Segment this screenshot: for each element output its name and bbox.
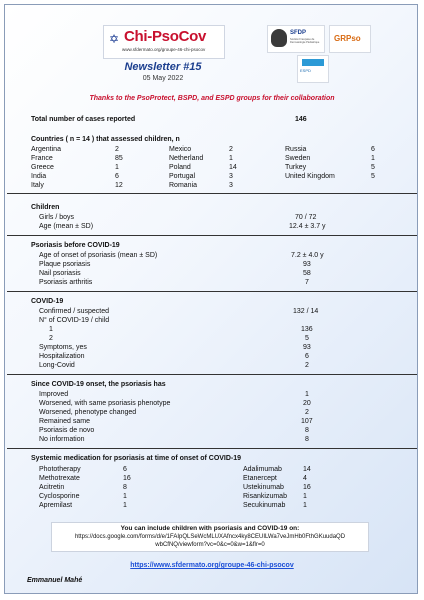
- country-name: Italy: [31, 182, 44, 189]
- drug-count: 16: [123, 475, 131, 482]
- section-divider: [7, 193, 417, 194]
- newsletter-date: 05 May 2022: [142, 75, 184, 82]
- row-label: Worsened, phenotype changed: [39, 409, 137, 416]
- logo-url: www.sfdermato.org/groupe-46-chi-psocov: [122, 47, 206, 52]
- country-name: Mexico: [169, 146, 192, 153]
- drug-name: Phototherapy: [39, 466, 81, 473]
- row-value: 8: [305, 427, 309, 434]
- row-label: Remained same: [39, 418, 90, 425]
- newsletter-title: Newsletter #15: [124, 61, 202, 73]
- section-divider: [7, 374, 417, 375]
- total-value: 146: [295, 116, 307, 123]
- country-name: Romania: [169, 182, 198, 189]
- row-label: Worsened, with same psoriasis phenotype: [39, 400, 171, 407]
- row-value: 20: [303, 400, 311, 407]
- country-count: 2: [115, 146, 119, 153]
- systemic-heading: Systemic medication for psoriasis at time of onset of COVID-19: [31, 455, 242, 462]
- drug-count: 14: [303, 466, 311, 473]
- drug-count: 1: [123, 502, 127, 509]
- country-count: 85: [115, 155, 123, 162]
- section-divider: [7, 291, 417, 292]
- inclusion-box: [51, 522, 369, 552]
- grpso-logo-text: GRPso: [334, 34, 361, 43]
- row-label: Improved: [39, 391, 69, 398]
- row-label: N° of COVID-19 / child: [39, 317, 110, 324]
- form-link[interactable]: https://docs.google.com/forms/d/e/1FAIpQLSeWcMLUXAfncx4ky8CEUILWa7veJmHb0FthGKuudaQD: [74, 534, 346, 540]
- children-heading: Children: [31, 204, 60, 211]
- drug-name: Secukinumab: [243, 502, 286, 509]
- drug-name: Adalimumab: [243, 466, 282, 473]
- portrait-icon: [271, 29, 287, 47]
- row-value: 6: [305, 353, 309, 360]
- chi-psocov-logo: [103, 25, 225, 59]
- country-name: Greece: [31, 164, 54, 171]
- drug-name: Methotrexate: [39, 475, 80, 482]
- section-divider: [7, 448, 417, 449]
- country-name: Russia: [285, 146, 307, 153]
- country-count: 5: [371, 173, 375, 180]
- drug-count: 1: [303, 493, 307, 500]
- row-value: 5: [305, 335, 309, 342]
- country-name: Netherland: [169, 155, 204, 162]
- psoriasis-before-heading: Psoriasis before COVID-19: [31, 242, 120, 249]
- row-label: 1: [49, 326, 53, 333]
- country-name: Portugal: [169, 173, 196, 180]
- newsletter-page: [4, 4, 418, 594]
- row-value: 136: [301, 326, 313, 333]
- row-label: No information: [39, 436, 85, 443]
- country-count: 5: [371, 164, 375, 171]
- drug-name: Risankizumab: [243, 493, 287, 500]
- country-count: 12: [115, 182, 123, 189]
- sfdp-logo: [267, 25, 325, 53]
- drug-count: 1: [123, 493, 127, 500]
- row-label: Confirmed / suspected: [39, 308, 110, 315]
- row-value: 70 / 72: [295, 214, 317, 221]
- drug-name: Cyclosporine: [39, 493, 80, 500]
- drug-name: Apremilast: [39, 502, 73, 509]
- website-link[interactable]: https://www.sfdermato.org/groupe-46-chi-psocov: [130, 562, 294, 569]
- row-label: 2: [49, 335, 53, 342]
- row-label: Psoriasis de novo: [39, 427, 95, 434]
- row-value: 7: [305, 279, 309, 286]
- drug-count: 8: [123, 484, 127, 491]
- country-name: United Kingdom: [285, 173, 335, 180]
- sfdp-logo-text: SFDP: [290, 30, 307, 36]
- country-count: 1: [371, 155, 375, 162]
- row-label: Nail psoriasis: [39, 270, 81, 277]
- row-value: 132 / 14: [293, 308, 319, 315]
- row-value: 58: [303, 270, 311, 277]
- row-label: Psoriasis arthritis: [39, 279, 93, 286]
- row-label: Hospitalization: [39, 353, 85, 360]
- row-label: Long-Covid: [39, 362, 75, 369]
- drug-name: Etanercept: [243, 475, 277, 482]
- author-name: Emmanuel Mahé: [27, 577, 83, 584]
- form-link-continued[interactable]: wbCfNQ/viewform?vc=0&c=0&w=1&flr=0: [155, 542, 265, 548]
- espd-badge-icon: [302, 59, 324, 66]
- country-count: 14: [229, 164, 237, 171]
- grpso-logo: [329, 25, 371, 53]
- row-label: Age (mean ± SD): [39, 223, 94, 230]
- country-count: 6: [371, 146, 375, 153]
- row-value: 2: [305, 362, 309, 369]
- drug-count: 16: [303, 484, 311, 491]
- row-label: Plaque psoriasis: [39, 261, 91, 268]
- country-count: 3: [229, 182, 233, 189]
- thanks-line: Thanks to the PsoProtect, BSPD, and ESPD groups for their collaboration: [89, 95, 335, 102]
- drug-count: 1: [303, 502, 307, 509]
- row-label: Girls / boys: [39, 214, 75, 221]
- total-label: Total number of cases reported: [31, 116, 136, 123]
- row-value: 8: [305, 436, 309, 443]
- country-name: Turkey: [285, 164, 307, 171]
- country-name: Poland: [169, 164, 191, 171]
- country-name: Argentina: [31, 146, 61, 153]
- row-value: 107: [301, 418, 313, 425]
- since-onset-heading: Since COVID-19 onset, the psoriasis has: [31, 381, 166, 388]
- espd-logo: [297, 55, 329, 83]
- country-count: 1: [229, 155, 233, 162]
- star-icon: ✡: [109, 32, 120, 46]
- row-value: 7.2 ± 4.0 y: [291, 252, 324, 259]
- country-count: 3: [229, 173, 233, 180]
- row-value: 12.4 ± 3.7 y: [289, 223, 326, 230]
- countries-heading: Countries ( n = 14 ) that assessed children, n: [31, 136, 180, 143]
- row-value: 2: [305, 409, 309, 416]
- row-label: Age of onset of psoriasis (mean ± SD): [39, 252, 158, 259]
- row-value: 93: [303, 344, 311, 351]
- row-value: 93: [303, 261, 311, 268]
- country-name: India: [31, 173, 47, 180]
- drug-count: 6: [123, 466, 127, 473]
- section-divider: [7, 235, 417, 236]
- inclusion-title: You can include children with psoriasis and COVID-19 on:: [120, 525, 300, 532]
- drug-name: Ustekinumab: [243, 484, 284, 491]
- country-name: Sweden: [285, 155, 311, 162]
- country-name: France: [31, 155, 53, 162]
- drug-name: Acitretin: [39, 484, 65, 491]
- sfdp-logo-subtitle: Société Française de Dermatologie Pédiatrique: [290, 38, 320, 44]
- covid-heading: COVID-19: [31, 298, 64, 305]
- row-label: Symptoms, yes: [39, 344, 87, 351]
- espd-logo-text: ESPD: [300, 68, 311, 73]
- country-count: 2: [229, 146, 233, 153]
- country-count: 1: [115, 164, 119, 171]
- drug-count: 4: [303, 475, 307, 482]
- row-value: 1: [305, 391, 309, 398]
- country-count: 6: [115, 173, 119, 180]
- logo-title: Chi-PsoCov: [124, 28, 207, 45]
